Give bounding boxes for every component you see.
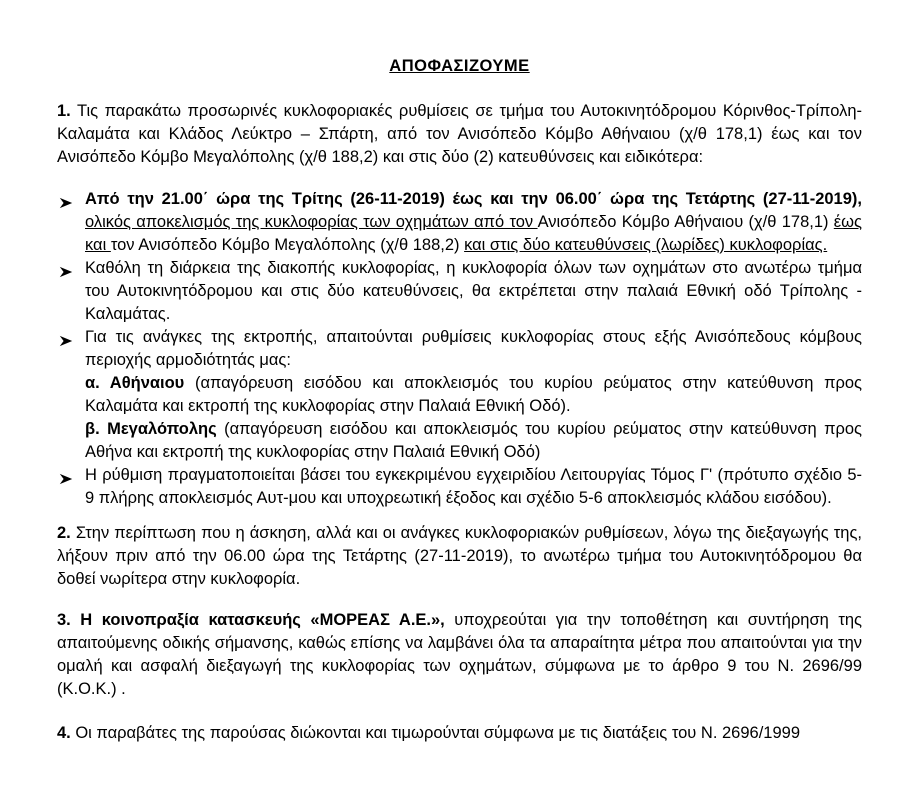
bullet-item [57,257,862,326]
text-segment: α. Αθήναιου [85,374,185,392]
text-segment: τον Ανισόπεδο Κόμβο Μεγαλόπολης (χ/θ 188,2) [110,236,465,254]
text-segment: 2. [57,524,71,542]
text-segment: υποχρεούται για την τοποθέτηση και συντήρηση της απαιτούμενης οδικής σήμανσης, καθώς επίσης να λαμβάνει όλα τα απαραίτητα μέτρα που απαιτούνται για την ομαλή και ασφαλή διεξαγωγή της κυκλοφορίας των οχημάτων, σύμφωνα με το άρθρο 9 του Ν. 2696/99 (Κ.Ο.Κ.) . [57,611,862,698]
bullet-line [85,418,862,464]
bullet-line [85,464,862,510]
bullet-line [85,188,862,257]
bullet-line [85,326,862,372]
text-segment: Τις παρακάτω προσωρινές κυκλοφοριακές ρυθμίσεις σε τμήμα του Αυτοκινητόδρομου Κόρινθος-Τρίπολη-Καλαμάτα και Κλάδος Λεύκτρο – Σπάρτη, από τον Ανισόπεδο Κόμβο Αθήναιου (χ/θ 178,1) έως και τον Ανισόπεδο Κόμβο Μεγαλόπολης (χ/θ 188,2) και στις δύο (2) κατευθύνσεις και ειδικότερα: [57,102,862,166]
bullet-list [57,188,862,510]
text-segment: ολικός αποκελισμός της κυκλοφορίας των οχημάτων από τον [85,213,538,231]
paragraph-4 [57,722,862,745]
text-segment: 3. Η κοινοπραξία κατασκευής «ΜΟΡΕΑΣ Α.Ε.», [57,611,445,629]
text-segment: Ανισόπεδο Κόμβο Αθήναιου (χ/θ 178,1) [537,213,834,231]
text-segment: (απαγόρευση εισόδου και αποκλεισμός του κυρίου ρεύματος στην κατεύθυνση προς Καλαμάτα και εκτροπή της κυκλοφορίας στην Παλαιά Εθνική Οδό). [85,374,862,415]
bullet-line [85,257,862,326]
arrowhead-right-icon [57,188,85,257]
text-segment: Καθόλη τη διάρκεια της διακοπής κυκλοφορίας, η κυκλοφορία όλων των οχημάτων στο ανωτέρω τμήμα του Αυτοκινητόδρομου και στις δύο κατευθύνσεις, θα εκτρέπεται στην παλαιά Εθνική οδό Τρίπολης - Καλαμάτας. [85,259,862,323]
text-segment: 4. [57,724,71,742]
text-segment: Η ρύθμιση πραγματοποιείται βάσει του εγκεκριμένου εγχειριδίου Λειτουργίας Τόμος Γ' (πρότυπο σχέδιο 5-9 πλήρης αποκλεισμός Αυτ-μου και υποχρεωτική έξοδος και σχέδιο 5-6 αποκλεισμός κλάδου εισόδου). [85,466,862,507]
bullet-item [57,188,862,257]
bullet-line [85,372,862,418]
arrowhead-right-icon [57,257,85,326]
bullet-text [85,464,862,510]
arrowhead-right-icon [57,464,85,510]
paragraph-3 [57,609,862,701]
paragraph-2 [57,522,862,591]
bullet-text [85,188,862,257]
text-segment: Οι παραβάτες της παρούσας διώκονται και τιμωρούνται σύμφωνα με τις διατάξεις του Ν. 2696/1999 [70,724,800,742]
text-segment: Για τις ανάγκες της εκτροπής, απαιτούνται ρυθμίσεις κυκλοφορίας στους εξής Ανισόπεδους κόμβους περιοχής αρμοδιότητάς μας: [85,328,862,369]
text-segment: και στις δύο κατευθύνσεις (λωρίδες) κυκλοφορίας. [464,236,828,254]
text-segment: Στην περίπτωση που η άσκηση, αλλά και οι ανάγκες κυκλοφοριακών ρυθμίσεων, λόγω της διεξαγωγής της, λήξουν πριν από την 06.00 ώρα της Τετάρτης (27-11-2019), το ανωτέρω τμήμα του Αυτοκινητόδρομου θα δοθεί νωρίτερα στην κυκλοφορία. [57,524,862,588]
bullet-text [85,257,862,326]
bullet-text [85,326,862,464]
text-segment: 1. [57,102,71,120]
text-segment: β. Μεγαλόπολης [85,420,217,438]
bullet-item [57,464,862,510]
paragraph-1 [57,100,862,169]
arrowhead-right-icon [57,326,85,464]
document-title: ΑΠΟΦΑΣΙΖΟΥΜΕ [389,57,530,75]
document-body [57,100,862,745]
text-segment: (απαγόρευση εισόδου και αποκλεισμός του κυρίου ρεύματος στην κατεύθυνση προς Αθήνα και εκτροπή της κυκλοφορίας στην Παλαιά Εθνική Οδό) [85,420,862,461]
text-segment: έως και [85,213,862,254]
bullet-item [57,326,862,464]
text-segment: Από την 21.00΄ ώρα της Τρίτης (26-11-2019) έως και την 06.00΄ ώρα της Τετάρτης (27-11-2019), [85,190,862,208]
